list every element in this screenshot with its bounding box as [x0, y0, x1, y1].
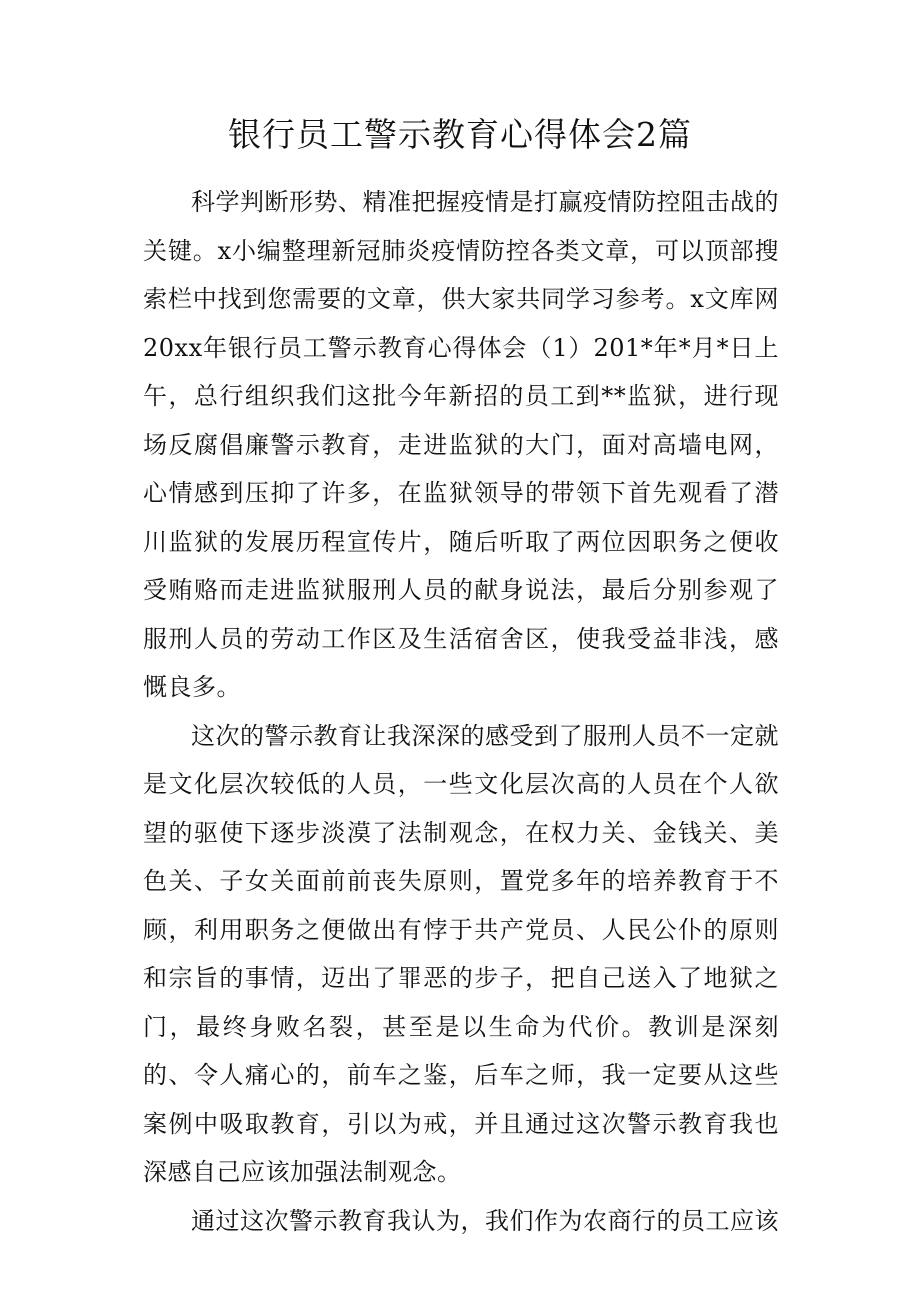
paragraph-2: 这次的警示教育让我深深的感受到了服刑人员不一定就是文化层次较低的人员，一些文化层次高的人员在个人欲望的驱使下逐步淡漠了法制观念，在权力关、金钱关、美色关、子女关面前前丧失原则，置党多年的培养教育于不顾，利用职务之便做出有悖于共产党员、人民公仆的原则和宗旨的事情，迈出了罪恶的步子，把自己送入了地狱之门，最终身败名裂，甚至是以生命为代价。教训是深刻的、令人痛心的，前车之鉴，后车之师，我一定要从这些案例中吸取教育，引以为戒，并且通过这次警示教育我也深感自己应该加强法制观念。	[143, 721, 779, 1186]
paragraph-1: 科学判断形势、精准把握疫情是打赢疫情防控阻击战的关键。x小编整理新冠肺炎疫情防控各类文章，可以顶部搜索栏中找到您需要的文章，供大家共同学习参考。x文库网20xx年银行员工警示教育心得体会（1）201*年*月*日上午，总行组织我们这批今年新招的员工到**监狱，进行现场反腐倡廉警示教育，走进监狱的大门，面对高墙电网，心情感到压抑了许多，在监狱领导的带领下首先观看了潜川监狱的发展历程宣传片，随后听取了两位因职务之便收受贿赂而走进监狱服刑人员的献身说法，最后分别参观了服刑人员的劳动工作区及生活宿舍区，使我受益非浅，感慨良多。	[143, 188, 779, 701]
document-body	[143, 178, 779, 1245]
paragraph-3: 通过这次警示教育我认为，我们作为农商行的员工应该	[191, 1206, 779, 1235]
document-title: 银行员工警示教育心得体会2篇	[228, 115, 692, 154]
